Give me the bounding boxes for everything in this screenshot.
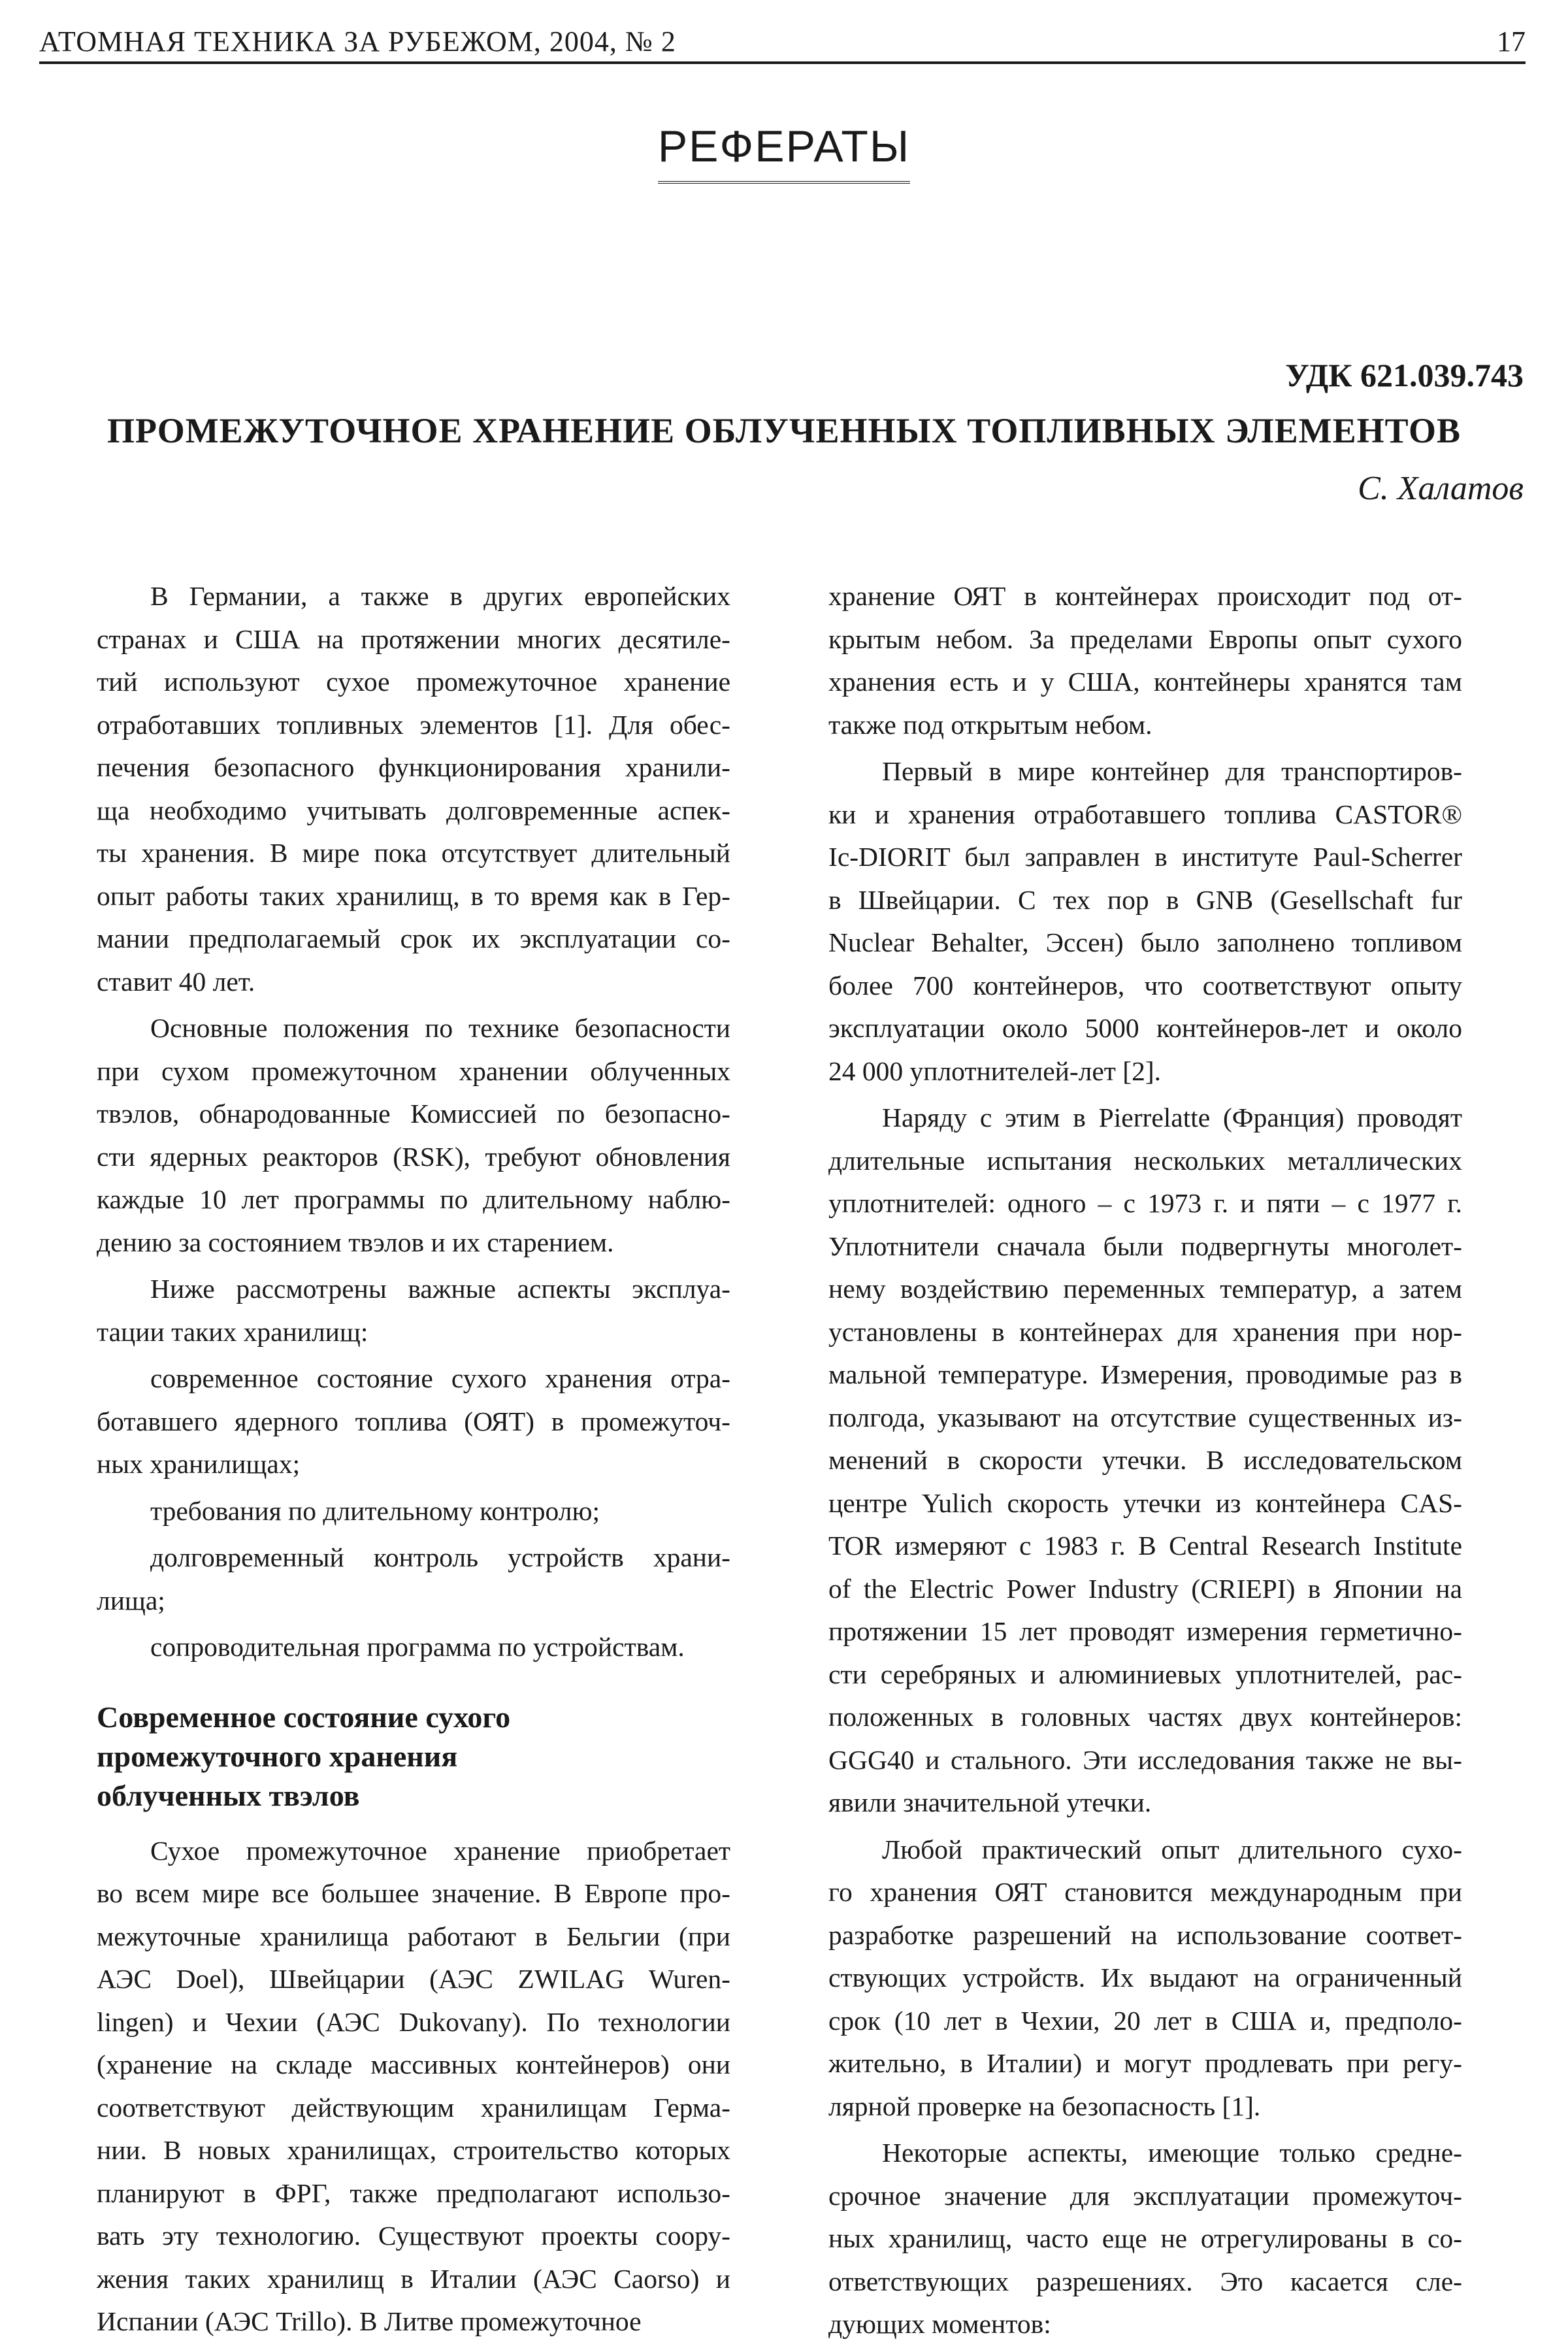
text-line: соответствуют действующим хранилищам Герма- (97, 2092, 730, 2123)
text-line: каждые 10 лет программы по длительному наблю- (97, 1184, 730, 1214)
paragraph (828, 2132, 1462, 2346)
text-line: сти серебряных и алюминиевых уплотнителей, рас- (828, 1659, 1462, 1689)
paragraph (97, 1830, 730, 2343)
paragraph (828, 750, 1462, 1093)
text-line: длительные испытания нескольких металлических (828, 1145, 1462, 1176)
heading-line: промежуточного хранения (97, 1739, 458, 1773)
udk-code: УДК 621.039.743 (1285, 357, 1524, 393)
text-line: ботавшего ядерного топлива (ОЯТ) в промежуточ- (97, 1406, 730, 1436)
text-line: твэлов, обнародованные Комиссией по безопасно- (97, 1099, 730, 1129)
text-line: менений в скорости утечки. В исследовательском (828, 1445, 1462, 1475)
text-line: тий используют сухое промежуточное хранение (97, 667, 730, 697)
text-line: ответствующих разрешениях. Это касается сле- (828, 2266, 1462, 2296)
text-line: требования по длительному контролю; (150, 1495, 600, 1526)
text-line: Сухое промежуточное хранение приобретает (150, 1835, 730, 1866)
paragraph (97, 575, 730, 1003)
heading-line: облученных твэлов (97, 1778, 360, 1812)
text-line: Ic-DIORIT был заправлен в институте Paul-Scherrer (828, 842, 1462, 872)
text-line: ствующих устройств. Их выдают на ограниченный (828, 1962, 1462, 1993)
text-line: ты хранения. В мире пока отсутствует длительный (97, 838, 730, 868)
text-line: полгода, указывают на отсутствие существенных из- (828, 1402, 1462, 1432)
text-line: Наряду с этим в Pierrelatte (Франция) проводят (882, 1102, 1462, 1133)
text-line: лярной проверке на безопасность [1]. (828, 2091, 1261, 2121)
text-line: опыт работы таких хранилищ, в то время как в Гер- (97, 880, 730, 911)
paragraph (828, 1097, 1462, 1825)
running-header (39, 22, 1526, 64)
text-line: дующих моментов: (828, 2309, 1051, 2339)
text-line: вать эту технологию. Существуют проекты соору- (97, 2221, 730, 2251)
paragraph (828, 1829, 1462, 2128)
text-line: Ниже рассмотрены важные аспекты эксплуа- (150, 1274, 730, 1304)
text-line: Испании (АЭС Trillo). В Литве промежуточное (97, 2306, 642, 2336)
text-line: жения таких хранилищ в Италии (АЭС Caorso) и (97, 2263, 730, 2294)
text-line: 24 000 уплотнителей-лет [2]. (828, 1055, 1162, 1086)
text-line: странах и США на протяжении многих десятиле- (97, 623, 730, 654)
text-line: Nuclear Behalter, Эссен) было заполнено топливом (828, 927, 1462, 957)
text-line: отработавших топливных элементов [1]. Для обес- (97, 709, 730, 740)
list-item (97, 1626, 730, 1669)
text-line: при сухом промежуточном хранении облученных (97, 1055, 730, 1086)
text-line: межуточные хранилища работают в Бельгии (при (97, 1921, 730, 1951)
text-line: Уплотнители сначала были подвергнуты многолет- (828, 1231, 1462, 1261)
text-line: ща необходимо учитывать долговременные аспек- (97, 795, 730, 825)
text-line: срочное значение для эксплуатации промежуточ- (828, 2180, 1462, 2211)
journal-name: АТОМНАЯ ТЕХНИКА ЗА РУБЕЖОМ, 2004, № 2 (39, 25, 676, 58)
text-line: мальной температуре. Измерения, проводимые раз в (828, 1359, 1462, 1389)
paragraph (97, 1268, 730, 1353)
left-column (97, 575, 730, 2347)
text-line: современное состояние сухого хранения отра- (150, 1363, 730, 1393)
text-line: долговременный контроль устройств храни- (150, 1542, 730, 1572)
text-line: (хранение на складе массивных контейнеров) они (97, 2049, 730, 2079)
text-line: планируют в ФРГ, также предполагают использо- (97, 2177, 730, 2208)
list-item (97, 1357, 730, 1486)
section-title (0, 121, 1568, 184)
text-line: нему воздействию переменных температур, а затем (828, 1274, 1462, 1304)
text-line: Некоторые аспекты, имеющие только средне- (882, 2138, 1462, 2168)
article-title: ПРОМЕЖУТОЧНОЕ ХРАНЕНИЕ ОБЛУЧЕННЫХ ТОПЛИВНЫХ ЭЛЕМЕНТОВ (107, 411, 1461, 450)
text-line: в Швейцарии. С тех пор в GNB (Gesellschaft fur (828, 884, 1462, 915)
text-line: более 700 контейнеров, что соответствуют опыту (828, 970, 1462, 1001)
text-line: положенных в головных частях двух контейнеров: (828, 1702, 1462, 1732)
text-line: ных хранилищ, часто еще не отрегулированы в со- (828, 2223, 1462, 2253)
text-line: хранение ОЯТ в контейнерах происходит под от- (828, 581, 1462, 611)
text-line: АЭС Doel), Швейцарии (АЭС ZWILAG Wuren- (97, 1964, 730, 1994)
text-line: эксплуатации около 5000 контейнеров-лет и около (828, 1013, 1462, 1043)
text-line: Основные положения по технике безопасности (150, 1013, 730, 1043)
text-line: мании предполагаемый срок их эксплуатации со- (97, 923, 730, 953)
text-line: установлены в контейнерах для хранения при нор- (828, 1316, 1462, 1347)
text-line: явили значительной утечки. (828, 1787, 1152, 1817)
section-title-text: РЕФЕРАТЫ (658, 121, 910, 184)
text-line: центре Yulich скорость утечки из контейнера CAS- (828, 1487, 1462, 1518)
text-line: го хранения ОЯТ становится международным при (828, 1877, 1462, 1907)
paragraph (97, 1007, 730, 1264)
section-heading (97, 1698, 730, 1815)
text-line: жительно, в Италии) и могут продлевать при регу- (828, 2048, 1462, 2078)
page-number: 17 (1497, 25, 1526, 58)
list-item (97, 1490, 730, 1533)
text-line: ки и хранения отработавшего топлива CASTOR® (828, 799, 1462, 829)
text-line: срок (10 лет в Чехии, 20 лет в США и, предполо- (828, 2005, 1462, 2036)
text-line: Любой практический опыт длительного сухо- (882, 1834, 1462, 1864)
text-line: GGG40 и стального. Эти исследования также не вы- (828, 1744, 1462, 1775)
text-line: также под открытым небом. (828, 709, 1152, 740)
text-line: печения безопасного функционирования хранили- (97, 752, 730, 782)
text-line: lingen) и Чехии (АЭС Dukovany). По технологии (97, 2006, 730, 2037)
right-column (828, 575, 1462, 2350)
text-line: ставит 40 лет. (97, 966, 255, 997)
text-line: хранения есть и у США, контейнеры хранятся там (828, 667, 1462, 697)
paragraph (828, 575, 1462, 746)
text-line: дению за состоянием твэлов и их старением. (97, 1227, 614, 1257)
text-line: Первый в мире контейнер для транспортиров- (882, 756, 1462, 786)
list-item (97, 1536, 730, 1622)
text-line: of the Electric Power Industry (CRIEPI) в Японии на (828, 1573, 1462, 1604)
text-line: сти ядерных реакторов (RSK), требуют обновления (97, 1141, 730, 1172)
text-line: уплотнителей: одного – с 1973 г. и пяти – с 1977 г. (828, 1188, 1462, 1218)
text-line: тации таких хранилищ: (97, 1316, 368, 1347)
heading-line: Современное состояние сухого (97, 1700, 511, 1734)
text-line: разработке разрешений на использование соответ- (828, 1919, 1462, 1950)
text-line: протяжении 15 лет проводят измерения герметично- (828, 1616, 1462, 1646)
text-line: ных хранилищах; (97, 1449, 301, 1479)
text-line: сопроводительная программа по устройствам. (150, 1632, 685, 1662)
text-line: В Германии, а также в других европейских (150, 581, 730, 611)
text-line: во всем мире все большее значение. В Европе про- (97, 1878, 730, 1908)
text-line: лища; (97, 1585, 165, 1615)
text-line: крытым небом. За пределами Европы опыт сухого (828, 623, 1462, 654)
text-line: TOR измеряют с 1983 г. В Central Research Institute (828, 1531, 1462, 1561)
article-author: С. Халатов (1358, 470, 1524, 507)
text-line: нии. В новых хранилищах, строительство которых (97, 2135, 730, 2165)
